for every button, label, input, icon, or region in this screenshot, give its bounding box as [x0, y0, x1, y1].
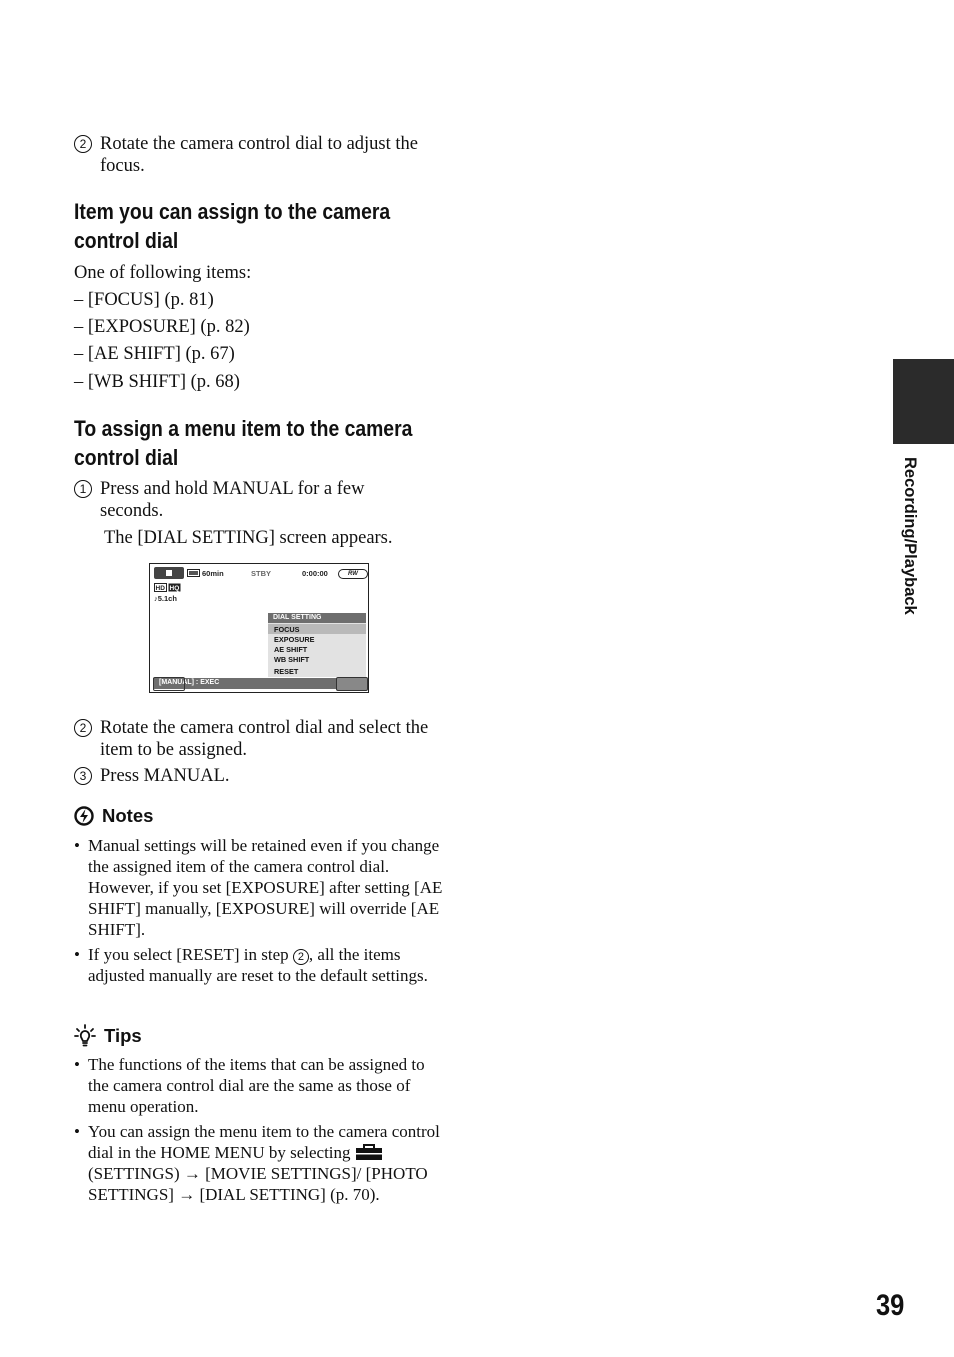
- list-item: • Manual settings will be retained even if you change the assigned item of the camera control dial. However, if you set [EXPOSURE] after setting [AE SHIFT] manually, [EXPOSURE] will override [AE SHIFT].: [74, 835, 444, 940]
- menu-item-reset[interactable]: RESET: [274, 667, 299, 676]
- note-text: If you select [RESET] in step: [88, 945, 289, 964]
- audio-mode-label: 5.1ch: [157, 594, 177, 603]
- step-number: 1: [74, 480, 92, 498]
- notes-label: Notes: [102, 805, 154, 826]
- tip-text: (SETTINGS): [88, 1164, 180, 1183]
- step-number: 2: [74, 135, 92, 153]
- list-item: – [FOCUS] (p. 81): [74, 290, 214, 310]
- step-rotate-select: [74, 717, 454, 761]
- step-adjust-focus: [74, 133, 454, 177]
- chapter-label-text: Recording/Playback: [901, 457, 919, 615]
- list-item: • The functions of the items that can be assigned to the camera control dial are the same as those of menu operation.: [74, 1054, 444, 1117]
- battery-remaining: 60min: [202, 569, 224, 578]
- lightbulb-icon: [74, 1024, 96, 1048]
- settings-toolbox-icon: [355, 1144, 383, 1161]
- notes-header: [74, 805, 153, 827]
- arrow-icon: →: [178, 1185, 196, 1204]
- list-item: [74, 1121, 444, 1205]
- step-number: 2: [293, 949, 309, 965]
- section-intro: One of following items:: [74, 263, 252, 283]
- section-heading-assignable-items: Item you can assign to the camera control dial: [74, 199, 391, 253]
- menu-item-wb-shift[interactable]: WB SHIFT: [274, 655, 310, 664]
- chapter-label: [897, 457, 919, 637]
- step-result-text: The [DIAL SETTING] screen appears.: [104, 528, 393, 548]
- list-item: – [AE SHIFT] (p. 67): [74, 344, 235, 364]
- tips-label: Tips: [104, 1025, 142, 1046]
- step-text: Press and hold MANUAL for a few seconds.: [100, 479, 365, 521]
- arrow-icon: →: [183, 1164, 201, 1183]
- menu-item-exposure[interactable]: EXPOSURE: [274, 635, 315, 644]
- step-text: Rotate the camera control dial to adjust the focus.: [100, 134, 418, 176]
- svg-text:HQ: HQ: [169, 585, 180, 592]
- tips-list: [74, 1054, 444, 1209]
- home-icon: [154, 567, 184, 579]
- battery-icon: [187, 569, 201, 577]
- audio-mode: ♪5.1ch: [154, 594, 177, 603]
- page-number: 39: [876, 1289, 905, 1322]
- hd-quality-icon: [154, 583, 182, 592]
- bottom-bar-label: [MANUAL] : EXEC: [159, 679, 220, 686]
- right-screen-button: [336, 677, 368, 691]
- note-text: , all the items adjusted manually are reset to the default settings.: [88, 945, 428, 985]
- step-text: Rotate the camera control dial and select the item to be assigned.: [100, 718, 429, 760]
- time-counter: 0:00:00: [302, 569, 328, 578]
- list-item: – [EXPOSURE] (p. 82): [74, 317, 250, 337]
- step-press-hold-manual: [74, 478, 454, 522]
- step-text: Press MANUAL.: [100, 766, 230, 786]
- notes-icon: [74, 806, 94, 826]
- disc-rw-icon: RW: [338, 569, 368, 579]
- menu-item-focus[interactable]: FOCUS: [274, 625, 300, 634]
- section-heading-assign-menu-item: To assign a menu item to the camera control dial: [74, 416, 413, 470]
- status-text: STBY: [251, 569, 272, 578]
- list-item: – [WB SHIFT] (p. 68): [74, 372, 240, 392]
- menu-title: DIAL SETTING: [268, 613, 366, 623]
- step-number: 2: [74, 719, 92, 737]
- notes-list: [74, 835, 444, 990]
- tip-text: [MOVIE SETTINGS]/ [PHOTO SETTINGS]: [88, 1164, 428, 1204]
- step-number: 3: [74, 767, 92, 785]
- step-press-manual: [74, 765, 454, 787]
- dial-setting-menu: [268, 613, 366, 677]
- chapter-tab: [893, 359, 954, 444]
- dial-setting-screen: [149, 563, 369, 693]
- svg-text:HD: HD: [155, 585, 165, 592]
- left-screen-button: [153, 677, 185, 691]
- tip-text: You can assign the menu item to the camera control dial in the HOME MENU by selecting: [88, 1122, 440, 1162]
- menu-item-ae-shift[interactable]: AE SHIFT: [274, 645, 308, 654]
- list-item: [74, 944, 444, 986]
- tip-text: [DIAL SETTING] (p. 70).: [199, 1185, 380, 1204]
- tips-header: [74, 1024, 142, 1048]
